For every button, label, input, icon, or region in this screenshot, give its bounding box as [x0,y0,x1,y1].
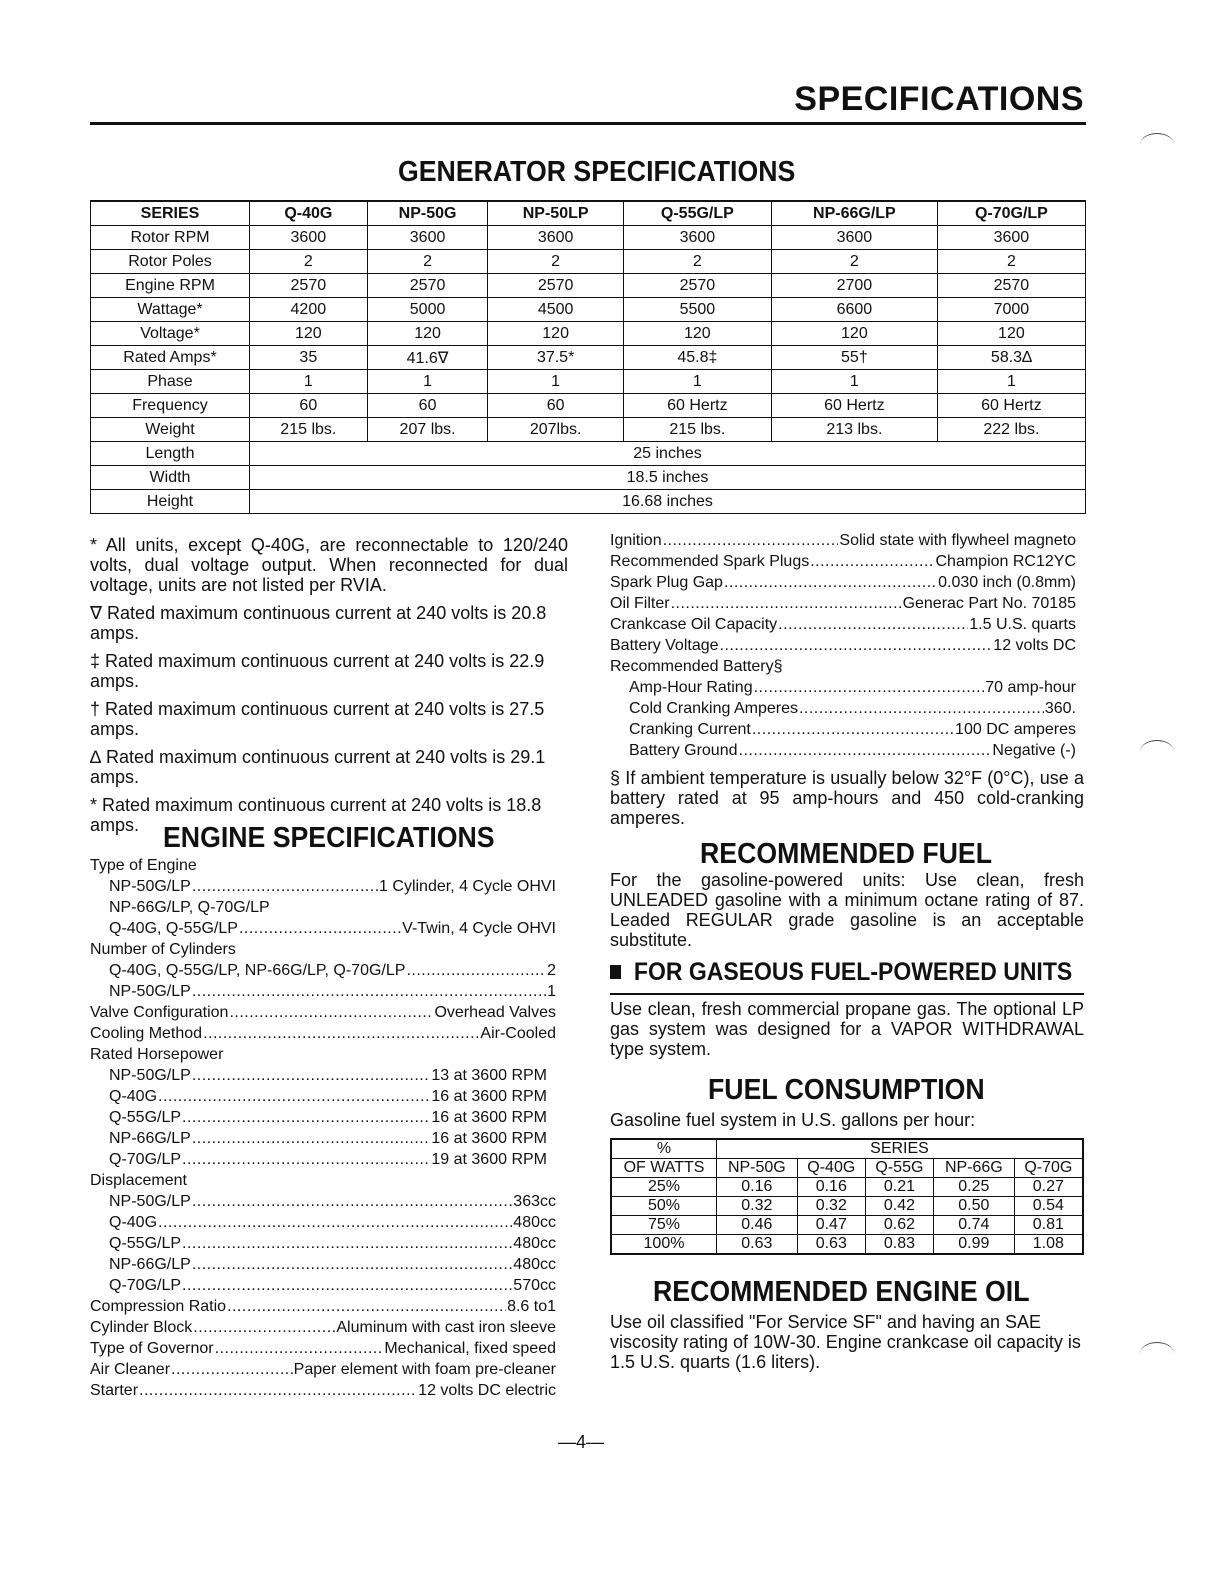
model-header: NP-66G [933,1159,1014,1178]
spec-label: NP-50G/LP [109,983,191,1000]
table-cell: 60 [488,394,623,418]
spec-label: Starter [90,1382,139,1399]
spec-label: Recommended Spark Plugs [610,553,810,570]
model-header: Q-55G [865,1159,933,1178]
title-rule [90,122,1086,125]
footnote: ∇ Rated maximum continuous current at 240 volts is 20.8 amps. [90,603,547,643]
spec-row [90,1212,556,1233]
spec-value: 1 [547,983,556,1000]
group-label: Rated Horsepower [90,1046,224,1063]
table-cell: 25 inches [250,442,1086,466]
pct-cell: 25% [611,1178,717,1197]
spec-value: 363cc [513,1193,556,1210]
spec-label: Cold Cranking Amperes [629,700,798,717]
model-header: NP-50G [367,201,488,226]
table-row [91,394,1086,418]
table-cell: 2 [488,250,623,274]
engine-oil-heading: RECOMMENDED ENGINE OIL [653,1276,1030,1308]
table-cell: 0.99 [933,1235,1014,1255]
spec-label: Battery Ground [629,742,738,759]
spec-value: 12 volts DC [993,637,1076,654]
table-cell: 3600 [488,226,623,250]
spec-row [610,740,1076,761]
spec-label: Battery Voltage [610,637,719,654]
spec-value: 360. [1044,700,1076,717]
hole-punch-mark-middle [1140,740,1174,763]
table-cell: 1 [771,370,937,394]
table-row [91,418,1086,442]
recommended-fuel-heading: RECOMMENDED FUEL [700,838,992,870]
footnote: † Rated maximum continuous current at 240 volts is 27.5 amps. [90,699,545,739]
hole-punch-mark-top [1140,133,1174,156]
model-header: Q-70G [1014,1159,1083,1178]
table-cell: 2570 [937,274,1085,298]
spec-value: 12 volts DC electric [418,1382,556,1399]
table-cell: 58.3∆ [937,346,1085,370]
table-cell: 2570 [623,274,771,298]
table-cell: 37.5* [488,346,623,370]
spec-row [90,1002,556,1023]
table-cell: 120 [937,322,1085,346]
table-cell: 1.08 [1014,1235,1083,1255]
table-cell: 0.47 [797,1216,865,1235]
table-cell: 2570 [367,274,488,298]
spec-row [610,530,1076,551]
footnote: * All units, except Q-40G, are reconnectable to 120/240 volts, dual voltage output. When reconnected for dual voltage, units are not listed per RVIA. [90,535,568,595]
spec-row [90,1086,547,1107]
table-cell: 120 [771,322,937,346]
table-cell: 0.42 [865,1197,933,1216]
page-title: SPECIFICATIONS [794,80,1084,118]
table-cell: 3600 [367,226,488,250]
table-cell: 60 [367,394,488,418]
spec-label: Q-40G, Q-55G/LP, NP-66G/LP, Q-70G/LP [109,962,406,979]
spec-row [90,876,556,897]
fuel-consumption-table [610,1138,1084,1255]
spec-value: Mechanical, fixed speed [384,1340,556,1357]
spec-label: NP-50G/LP [109,1067,191,1084]
spec-value: Overhead Valves [434,1004,556,1021]
model-header: Q-40G [797,1159,865,1178]
spec-value: 1 Cylinder, 4 Cycle OHVI [379,878,556,895]
table-cell: 215 lbs. [250,418,368,442]
table-cell: 0.16 [717,1178,798,1197]
row-label: Frequency [91,394,250,418]
spec-label: NP-66G/LP, Q-70G/LP [109,899,270,916]
row-label: Rotor RPM [91,226,250,250]
spec-value: Generac Part No. 70185 [902,595,1076,612]
table-cell: 2 [937,250,1085,274]
spec-row [90,1128,547,1149]
spec-label: Ignition [610,532,662,549]
spec-label: Q-70G/LP [109,1277,182,1294]
hole-punch-mark-bottom [1140,1342,1174,1365]
table-cell: 2700 [771,274,937,298]
table-cell: 0.16 [797,1178,865,1197]
table-row [611,1197,1083,1216]
table-cell: 215 lbs. [623,418,771,442]
table-row [91,370,1086,394]
spec-value: 100 DC amperes [955,721,1076,738]
spec-row [90,1317,556,1338]
table-cell: 2570 [488,274,623,298]
table-cell: 1 [623,370,771,394]
spec-value: 480cc [513,1214,556,1231]
row-label: Width [91,466,250,490]
spec-value: 16 at 3600 RPM [431,1130,547,1147]
row-label: Weight [91,418,250,442]
table-cell: 120 [623,322,771,346]
spec-row [90,1296,556,1317]
model-header: Q-55G/LP [623,201,771,226]
spec-row [610,551,1076,572]
table-cell: 2 [250,250,368,274]
pct-cell: 75% [611,1216,717,1235]
table-cell: 213 lbs. [771,418,937,442]
table-cell: 120 [250,322,368,346]
table-row [611,1178,1083,1197]
spec-value: 13 at 3600 RPM [431,1067,547,1084]
model-header: NP-50LP [488,201,623,226]
spec-label: Q-40G [109,1088,158,1105]
row-label: Phase [91,370,250,394]
spec-value: 19 at 3600 RPM [431,1151,547,1168]
spec-label: Oil Filter [610,595,670,612]
recommended-fuel-text: For the gasoline-powered units: Use clean, fresh UNLEADED gasoline with a minimum octane rating of 87. Leaded REGULAR grade gasoline is an acceptable substitute. [610,870,1084,950]
spec-value: 0.030 inch (0.8mm) [938,574,1076,591]
spec-row [90,1359,556,1380]
spec-label: NP-50G/LP [109,1193,191,1210]
spec-row [610,614,1076,635]
table-cell: 0.74 [933,1216,1014,1235]
spec-label: Q-55G/LP [109,1109,182,1126]
spec-row [90,1149,547,1170]
spec-label: Valve Configuration [90,1004,229,1021]
pct-cell: 100% [611,1235,717,1255]
engine-specs-heading: ENGINE SPECIFICATIONS [163,822,495,854]
table-cell: 120 [488,322,623,346]
square-bullet-icon [610,965,621,979]
table-cell: 3600 [937,226,1085,250]
table-row [91,298,1086,322]
table-cell: 0.32 [797,1197,865,1216]
table-row [611,1235,1083,1255]
table-cell: 0.27 [1014,1178,1083,1197]
table-cell: 3600 [250,226,368,250]
table-row [91,274,1086,298]
table-header-row [91,201,1086,226]
spec-value: 8.6 to1 [507,1298,556,1315]
spec-row [610,635,1076,656]
spec-value: 480cc [513,1256,556,1273]
of-watts-header: OF WATTS [611,1159,717,1178]
page-number: —4— [558,1432,605,1452]
table-cell: 1 [367,370,488,394]
spec-label: Cylinder Block [90,1319,193,1336]
group-label: Displacement [90,1172,187,1189]
table-header-row [611,1159,1083,1178]
gaseous-fuel-heading [610,958,1072,987]
spec-value: Champion RC12YC [935,553,1076,570]
table-cell: 7000 [937,298,1085,322]
table-row [91,226,1086,250]
series-header: SERIES [91,201,250,226]
table-cell: 0.32 [717,1197,798,1216]
section-rule [610,993,1084,995]
spec-value: 16 at 3600 RPM [431,1088,547,1105]
table-cell: 0.25 [933,1178,1014,1197]
spec-label: Amp-Hour Rating [629,679,753,696]
row-label: Wattage* [91,298,250,322]
table-cell: 4500 [488,298,623,322]
generator-specs-table [90,200,1086,514]
spec-row [90,918,556,939]
footnote: ‡ Rated maximum continuous current at 240 volts is 22.9 amps. [90,651,545,691]
spec-label: NP-66G/LP [109,1130,191,1147]
table-cell: 0.83 [865,1235,933,1255]
table-cell: 0.54 [1014,1197,1083,1216]
table-cell: 60 Hertz [623,394,771,418]
engine-specs [90,855,556,1401]
spec-value: Paper element with foam pre-cleaner [293,1361,556,1378]
model-header: NP-50G [717,1159,798,1178]
table-cell: 2570 [250,274,368,298]
spec-row [610,698,1076,719]
gaseous-fuel-heading-text: FOR GASEOUS FUEL-POWERED UNITS [633,958,1073,986]
spec-label: Crankcase Oil Capacity [610,616,778,633]
model-header: Q-70G/LP [937,201,1085,226]
table-cell: 0.81 [1014,1216,1083,1235]
engine-oil-text: Use oil classified "For Service SF" and having an SAE viscosity rating of 10W-30. Engine crankcase oil capacity is 1.5 U.S. quarts (1.6 liters). [610,1312,1081,1372]
table-cell: 207 lbs. [367,418,488,442]
model-header: NP-66G/LP [771,201,937,226]
spec-label: Q-70G/LP [109,1151,182,1168]
table-cell: 222 lbs. [937,418,1085,442]
gaseous-fuel-text: Use clean, fresh commercial propane gas. The optional LP gas system was designed for a VAPOR WITHDRAWAL type system. [610,999,1084,1059]
spec-label: Cooling Method [90,1025,203,1042]
group-label: Number of Cylinders [90,941,236,958]
spec-row [610,677,1076,698]
table-cell: 0.46 [717,1216,798,1235]
spec-row [90,1380,556,1401]
spec-row [90,960,556,981]
spec-label: Q-40G [109,1214,158,1231]
pct-cell: 50% [611,1197,717,1216]
table-cell: 3600 [623,226,771,250]
table-cell: 1 [250,370,368,394]
table-cell: 5500 [623,298,771,322]
table-cell: 2 [367,250,488,274]
fuel-consumption-heading: FUEL CONSUMPTION [708,1074,985,1106]
spec-value: Negative (-) [992,742,1076,759]
table-cell: 60 [250,394,368,418]
table-cell: 0.50 [933,1197,1014,1216]
spec-label: Q-55G/LP [109,1235,182,1252]
table-cell: 207lbs. [488,418,623,442]
battery-heading: Recommended Battery§ [610,658,783,675]
table-cell: 120 [367,322,488,346]
spec-row [90,981,556,1002]
row-label: Height [91,490,250,514]
spec-row [610,719,1076,740]
table-row [91,442,1086,466]
spec-label: Cranking Current [629,721,751,738]
spec-row [90,1233,556,1254]
table-header-row [611,1139,1083,1159]
generator-specs-heading: GENERATOR SPECIFICATIONS [398,156,796,188]
table-row [91,250,1086,274]
table-cell: 1 [488,370,623,394]
table-cell: 4200 [250,298,368,322]
model-header: Q-40G [250,201,368,226]
spec-row [90,1107,547,1128]
row-label: Rotor Poles [91,250,250,274]
table-cell: 6600 [771,298,937,322]
row-label: Rated Amps* [91,346,250,370]
spec-row [610,593,1076,614]
table-row [611,1216,1083,1235]
footnote: ∆ Rated maximum continuous current at 240 volts is 29.1 amps. [90,747,546,787]
spec-row [90,1254,556,1275]
battery-note: § If ambient temperature is usually below 32°F (0°C), use a battery rated at 95 amp-hours and 450 cold-cranking amperes. [610,768,1084,828]
spec-row [90,1338,556,1359]
table-cell: 0.62 [865,1216,933,1235]
spec-value: 1.5 U.S. quarts [969,616,1076,633]
spec-value: 2 [547,962,556,979]
table-row [91,346,1086,370]
spec-value: 570cc [513,1277,556,1294]
table-cell: 45.8‡ [623,346,771,370]
table-cell: 60 Hertz [937,394,1085,418]
spec-label: Q-40G, Q-55G/LP [109,920,238,937]
table-row [91,322,1086,346]
row-label: Length [91,442,250,466]
spec-row [90,1023,556,1044]
spec-value: V-Twin, 4 Cycle OHVI [402,920,556,937]
table-cell: 16.68 inches [250,490,1086,514]
table-cell: 5000 [367,298,488,322]
spec-row [90,1065,547,1086]
spec-value: 70 amp-hour [985,679,1076,696]
spec-row [610,572,1076,593]
row-label: Voltage* [91,322,250,346]
spec-row [90,1275,556,1296]
spec-row [90,1191,556,1212]
series-header: SERIES [717,1139,1084,1159]
pct-header: % [611,1139,717,1159]
table-row [91,466,1086,490]
fuel-consumption-intro: Gasoline fuel system in U.S. gallons per hour: [610,1110,976,1130]
spec-label: Air Cleaner [90,1361,171,1378]
table-cell: 0.63 [717,1235,798,1255]
table-row [91,490,1086,514]
spec-value: 480cc [513,1235,556,1252]
spec-value: Aluminum with cast iron sleeve [336,1319,556,1336]
spec-value: Solid state with flywheel magneto [839,532,1076,549]
group-label: Type of Engine [90,857,197,874]
spec-value: Air-Cooled [480,1025,556,1042]
table-cell: 1 [937,370,1085,394]
table-cell: 18.5 inches [250,466,1086,490]
table-cell: 55† [771,346,937,370]
table-cell: 2 [771,250,937,274]
spec-label: Compression Ratio [90,1298,227,1315]
spec-label: NP-66G/LP [109,1256,191,1273]
spec-label: Type of Governor [90,1340,214,1357]
table-cell: 41.6∇ [367,346,488,370]
table-cell: 0.63 [797,1235,865,1255]
spec-label: Spark Plug Gap [610,574,723,591]
spec-value: 16 at 3600 RPM [431,1109,547,1126]
footnote: * Rated maximum continuous current at 240 volts is 18.8 amps. [90,795,542,835]
table-cell: 3600 [771,226,937,250]
table-cell: 2 [623,250,771,274]
table-cell: 0.21 [865,1178,933,1197]
generator-footnotes [90,535,568,843]
row-label: Engine RPM [91,274,250,298]
spec-label: NP-50G/LP [109,878,191,895]
table-cell: 35 [250,346,368,370]
table-cell: 60 Hertz [771,394,937,418]
ignition-specs [610,530,1076,761]
